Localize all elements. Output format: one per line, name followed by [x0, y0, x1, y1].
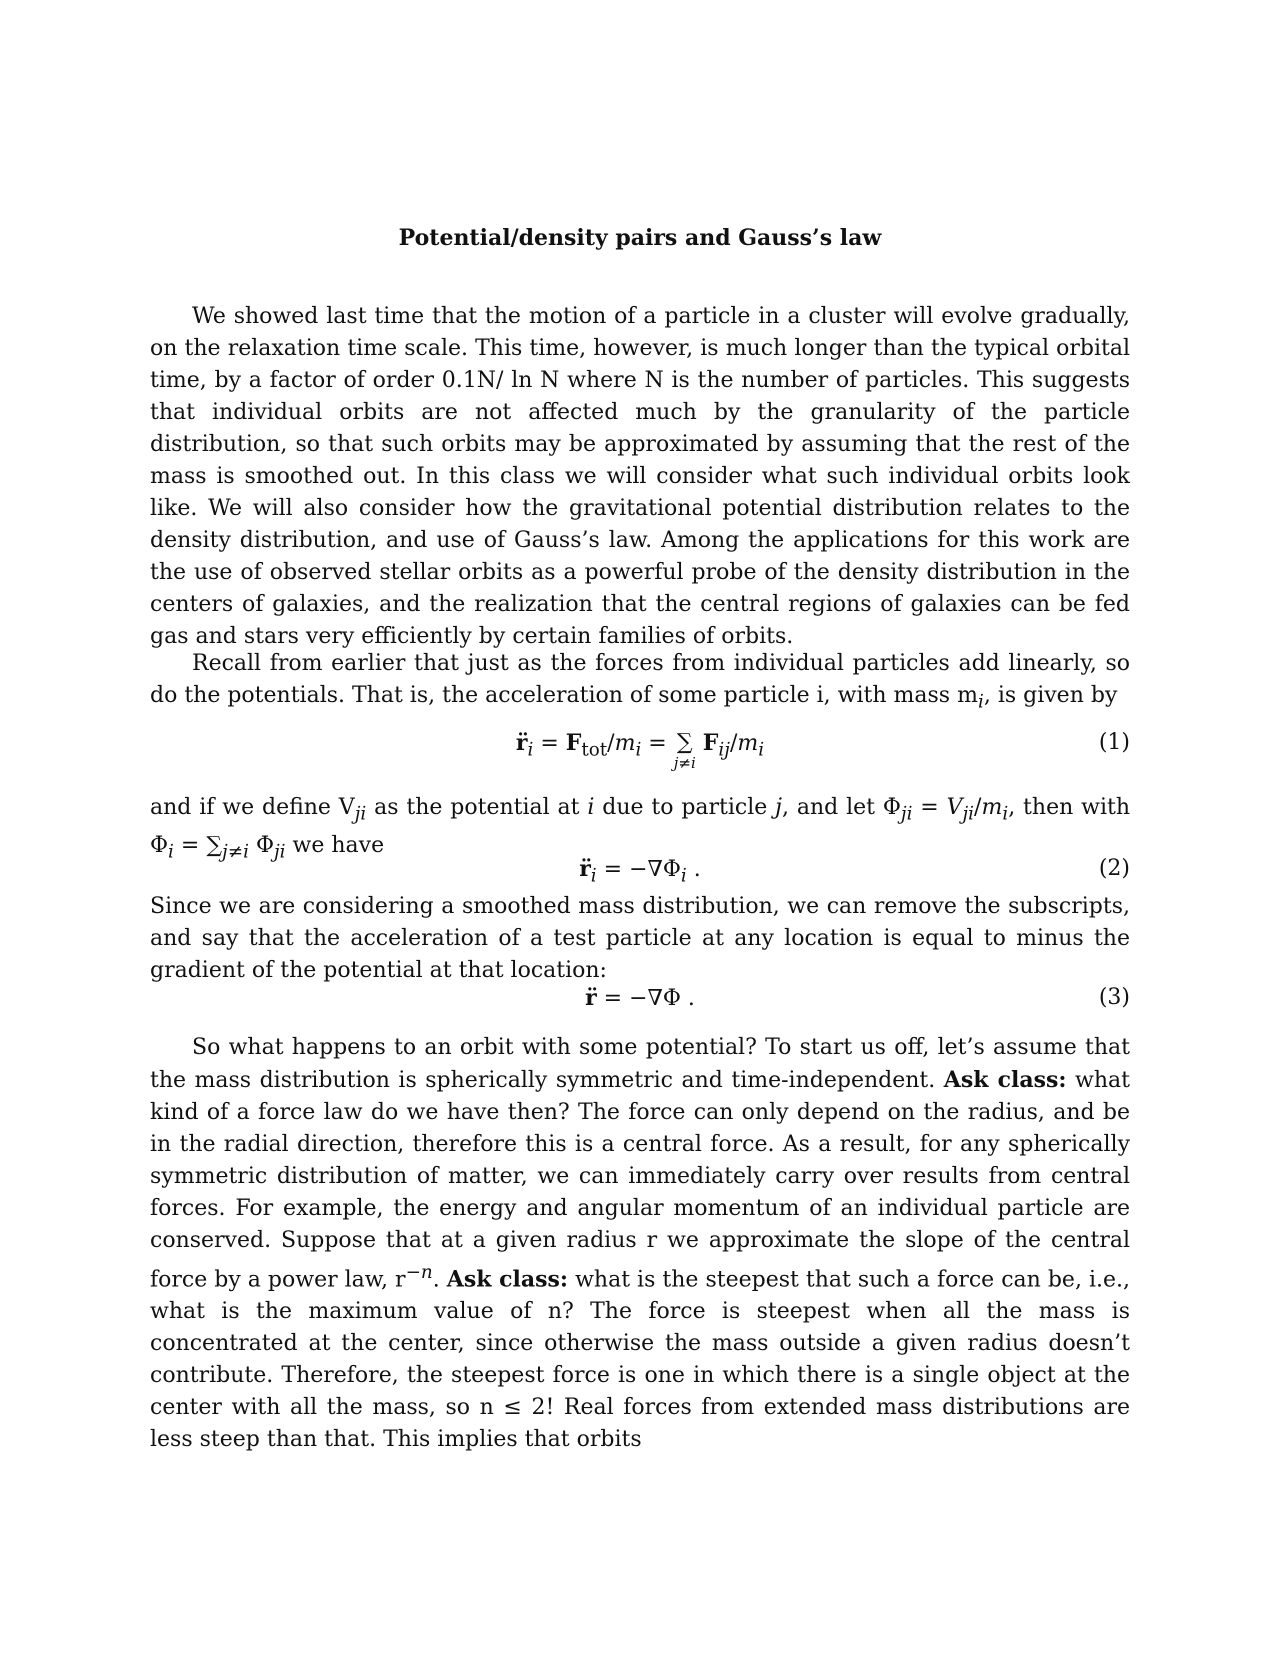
equation-2-expression: $r̈_i = -\nabla\Phi_i$ .	[579, 856, 701, 887]
paragraph-orbit: So what happens to an orbit with some potential? To start us off, let’s assume that the mass distribution is spherically symmetric and time-independent. Ask class: what kind of a force law do we have then? The force can only depend on the radius, and be in the radial direction, therefore this is a central force. As a result, for any spherically symmetric distribution of matter, we can immediately carry over results from central forces. For example, the energy and angular momentum of an individual particle are conserved. Suppose that at a given radius r we approximate the slope of the central force by a power law, $r^{-n}$. Ask class: what is the steepest that such a force can be, i.e., what is the maximum value of n? The force is steepest when all the mass is concentrated at the center, since otherwise the mass outside a given radius doesn’t contribute. Therefore, the steepest force is one in which there is a single object at the center with all the mass, so n ≤ 2! Real forces from extended mass distributions are less steep than that. This implies that orbits	[150, 1035, 1131, 1453]
equation-3-expression: r̈ = −∇Φ .	[585, 985, 695, 1011]
equation-1	[150, 727, 1130, 772]
paragraph-recall: Recall from earlier that just as the forces from individual particles add linearly, so do the potentials. That is, the acceleration of some particle i, with mass $m_i$, is given by	[150, 651, 1130, 713]
equation-1-expression: $r̈_i = F_{tot}/m_i$ = ∑ j≠i $F_{ij}/m_i$	[515, 730, 765, 772]
equation-3-number: (3)	[1098, 985, 1130, 1010]
equation-1-number: (1)	[1098, 730, 1130, 755]
equation-2-number: (2)	[1098, 856, 1130, 881]
page-title: Potential/density pairs and Gauss’s law	[398, 225, 882, 251]
paragraph-orbit-text-3: what is the steepest that such a force can be, i.e., what is the maximum value of n? The force is steepest when all the mass is concentrated at the center, since otherwise the mass outside a given radius doesn’t contribute. Therefore, the steepest force is one in which there is a single object at the center with all the mass, so n ≤ 2! Real forces from extended mass distributions are less steep than that. This implies that orbits	[150, 1267, 1131, 1453]
equation-3	[150, 982, 1130, 1022]
paragraph-orbit-text-1: So what happens to an orbit with some potential? To start us off, let’s assume that the mass distribution is spherically symmetric and time-independent.	[150, 1035, 1130, 1093]
paragraph-smoothed: Since we are considering a smoothed mass distribution, we can remove the subscripts, and say that the acceleration of a test particle at any location is equal to minus the gradient of the potential at that location:	[150, 894, 1130, 983]
paragraph-recall-text: Recall from earlier that just as the forces from individual particles add linearly, so do the potentials. That is, the acceleration of some particle i, with mass m	[150, 651, 1130, 708]
paragraph-orbit-text-2: what kind of a force law do we have then? The force can only depend on the radius, and be in the radial direction, therefore this is a central force. As a result, for any spherically symmetric distribution of matter, we can immediately carry over results from central forces. For example, the energy and angular momentum of an individual particle are conserved. Suppose that at a given radius r we approximate the slope of the central force by a power law, r	[150, 1068, 1131, 1293]
paragraph-intro: We showed last time that the motion of a particle in a cluster will evolve gradually, on the relaxation time scale. This time, however, is much longer than the typical orbital time, by a factor of order 0.1N/ ln N where N is the number of particles. This suggests that individual orbits are not affected much by the granularity of the particle distribution, so that such orbits may be approximated by assuming that the rest of the mass is smoothed out. In this class we will consider what such individual orbits look like. We will also consider how the gravitational potential distribution relates to the density distribution, and use of Gauss’s law. Among the applications for this work are the use of observed stellar orbits as a powerful probe of the density distribution in the centers of galaxies, and the realization that the central regions of galaxies can be fed gas and stars very efficiently by certain families of orbits.	[150, 304, 1130, 649]
equation-2	[150, 853, 1130, 893]
paragraph-define-potential: and if we define $V_{ji}$ as the potential at i due to particle j, and let $\Phi_{ji} = V_{ji}/m_i$, then with $\Phi_i = \sum_{j\ne i}$ $\Phi_{ji}$ we have	[150, 795, 1130, 863]
ask-class-label-2: Ask class:	[446, 1266, 569, 1293]
paragraph-define-text: and if we define V	[150, 795, 355, 820]
ask-class-label-1: Ask class:	[943, 1067, 1067, 1093]
